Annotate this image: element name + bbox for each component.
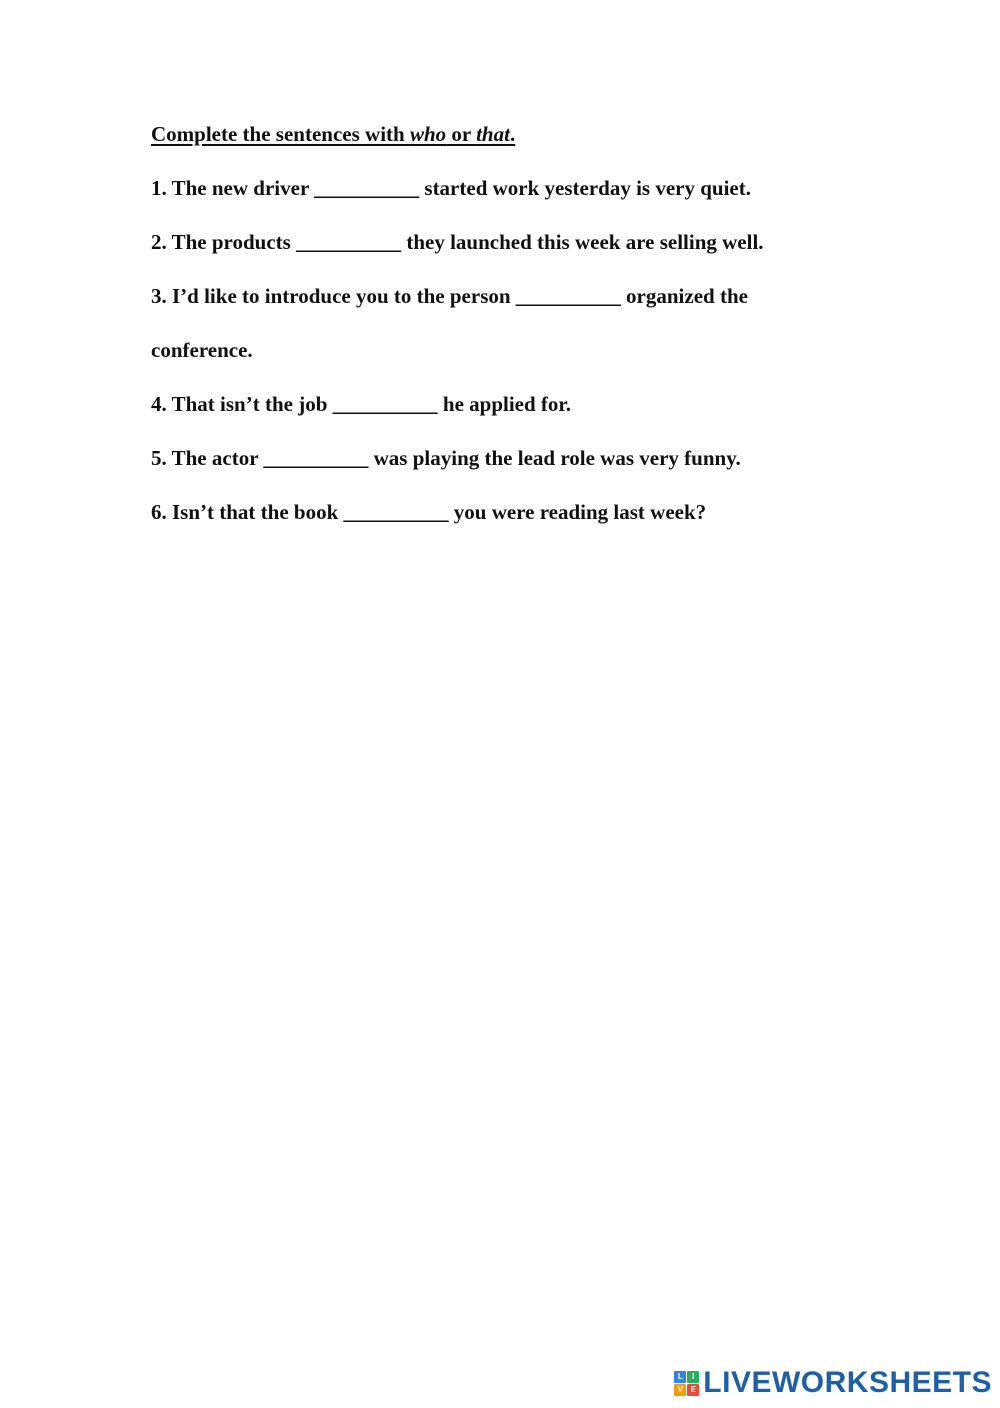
question-5-after: was playing the lead role was very funny.	[368, 446, 741, 470]
question-3-continuation-text: conference.	[151, 338, 253, 362]
instruction-middle: or	[446, 122, 477, 146]
question-6-blank[interactable]: __________	[343, 500, 449, 524]
question-2-before: 2. The products	[151, 230, 297, 254]
logo-mark-letter-v: V	[674, 1384, 686, 1396]
liveworksheets-logo-text: LIVEWORKSHEETS	[703, 1366, 992, 1399]
question-1-after: started work yesterday is very quiet.	[419, 176, 751, 200]
logo-mark-letter-e: E	[687, 1384, 699, 1396]
question-4	[151, 388, 871, 420]
question-5-blank[interactable]: __________	[263, 446, 369, 470]
question-4-before: 4. That isn’t the job	[151, 392, 333, 416]
worksheet	[151, 118, 871, 550]
instruction-word-who: who	[409, 122, 447, 146]
question-3-after: organized the	[620, 284, 748, 308]
logo-mark-letter-i: I	[687, 1371, 699, 1383]
question-5-before: 5. The actor	[151, 446, 264, 470]
question-4-after: he applied for.	[437, 392, 572, 416]
logo-mark-letter-l: L	[674, 1371, 686, 1383]
instruction-suffix: .	[509, 122, 516, 146]
question-2-blank[interactable]: __________	[296, 230, 402, 254]
question-3-continuation	[151, 334, 871, 366]
question-6-before: 6. Isn’t that the book	[151, 500, 344, 524]
question-6-after: you were reading last week?	[448, 500, 707, 524]
question-3-before: 3. I’d like to introduce you to the person	[151, 284, 516, 308]
question-3	[151, 280, 871, 312]
liveworksheets-logo-icon	[674, 1371, 699, 1396]
instruction-word-that: that	[476, 122, 510, 146]
question-2-after: they launched this week are selling well.	[401, 230, 764, 254]
question-1-before: 1. The new driver	[151, 176, 315, 200]
liveworksheets-logo[interactable]	[674, 1366, 992, 1400]
question-4-blank[interactable]: __________	[332, 392, 438, 416]
question-1	[151, 172, 871, 204]
question-2	[151, 226, 871, 258]
question-5	[151, 442, 871, 474]
instruction-prefix: Complete the sentences with	[151, 122, 410, 146]
question-6	[151, 496, 871, 528]
question-1-blank[interactable]: __________	[314, 176, 420, 200]
instruction-heading	[151, 118, 871, 150]
question-3-blank[interactable]: __________	[515, 284, 621, 308]
